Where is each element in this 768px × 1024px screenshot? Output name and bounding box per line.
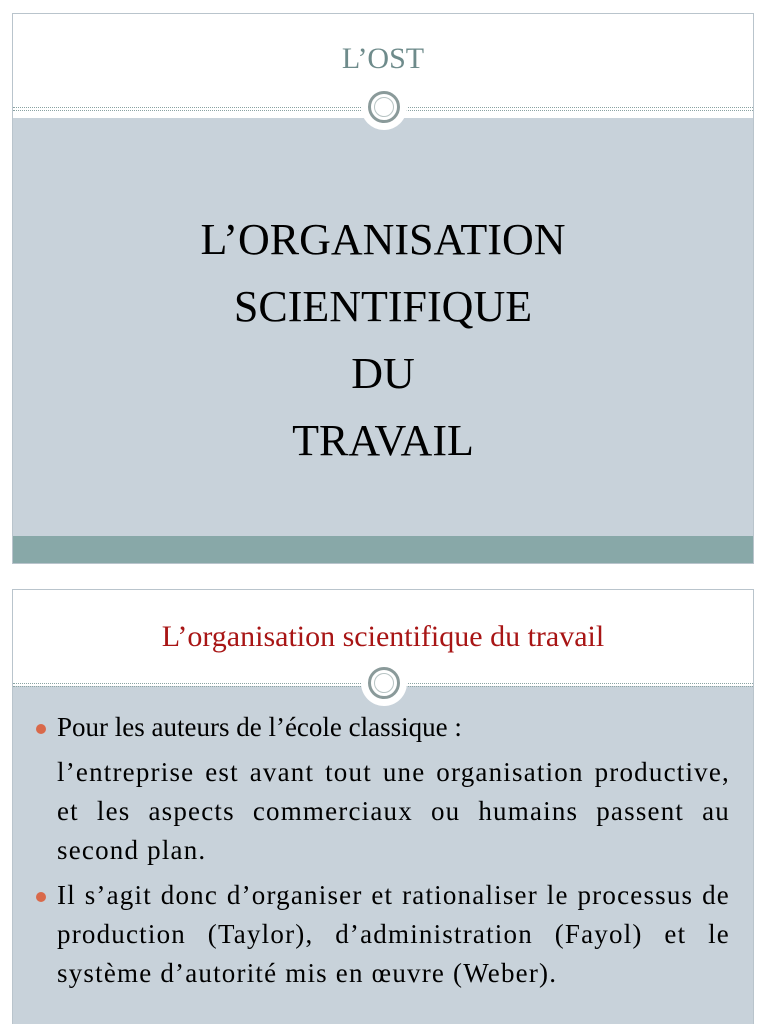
slide-2 (12, 589, 754, 1024)
bullet-continuation-text: l’entreprise est avant tout une organisation productive, et les aspects commerciaux ou humains passent au second plan. (57, 757, 730, 865)
bullet-dot-icon (36, 892, 46, 902)
circle-ornament-icon (361, 660, 407, 706)
main-title-line: TRAVAIL (292, 416, 474, 465)
list-item (35, 708, 730, 747)
slide-header-title: L’organisation scientifique du travail (161, 620, 605, 653)
slide-main-title (13, 206, 753, 474)
main-title-line: SCIENTIFIQUE (233, 282, 533, 331)
slide-header-title: L’OST (341, 42, 425, 75)
bullet-list (35, 708, 730, 999)
main-title-line: DU (351, 349, 415, 398)
bullet-dot-icon (36, 724, 46, 734)
footer-band (13, 536, 753, 563)
list-item (35, 876, 730, 993)
bullet-text: Il s’agit donc d’organiser et rationaliser le processus de production (Taylor), d’administration (Fayol) et le système d’autorité mis en œuvre (Weber). (57, 880, 730, 988)
circle-ornament-icon (361, 84, 407, 130)
main-title-line: L’ORGANISATION (200, 215, 566, 264)
bullet-text: Pour les auteurs de l’école classique : (57, 712, 462, 742)
slide-1 (12, 13, 754, 564)
